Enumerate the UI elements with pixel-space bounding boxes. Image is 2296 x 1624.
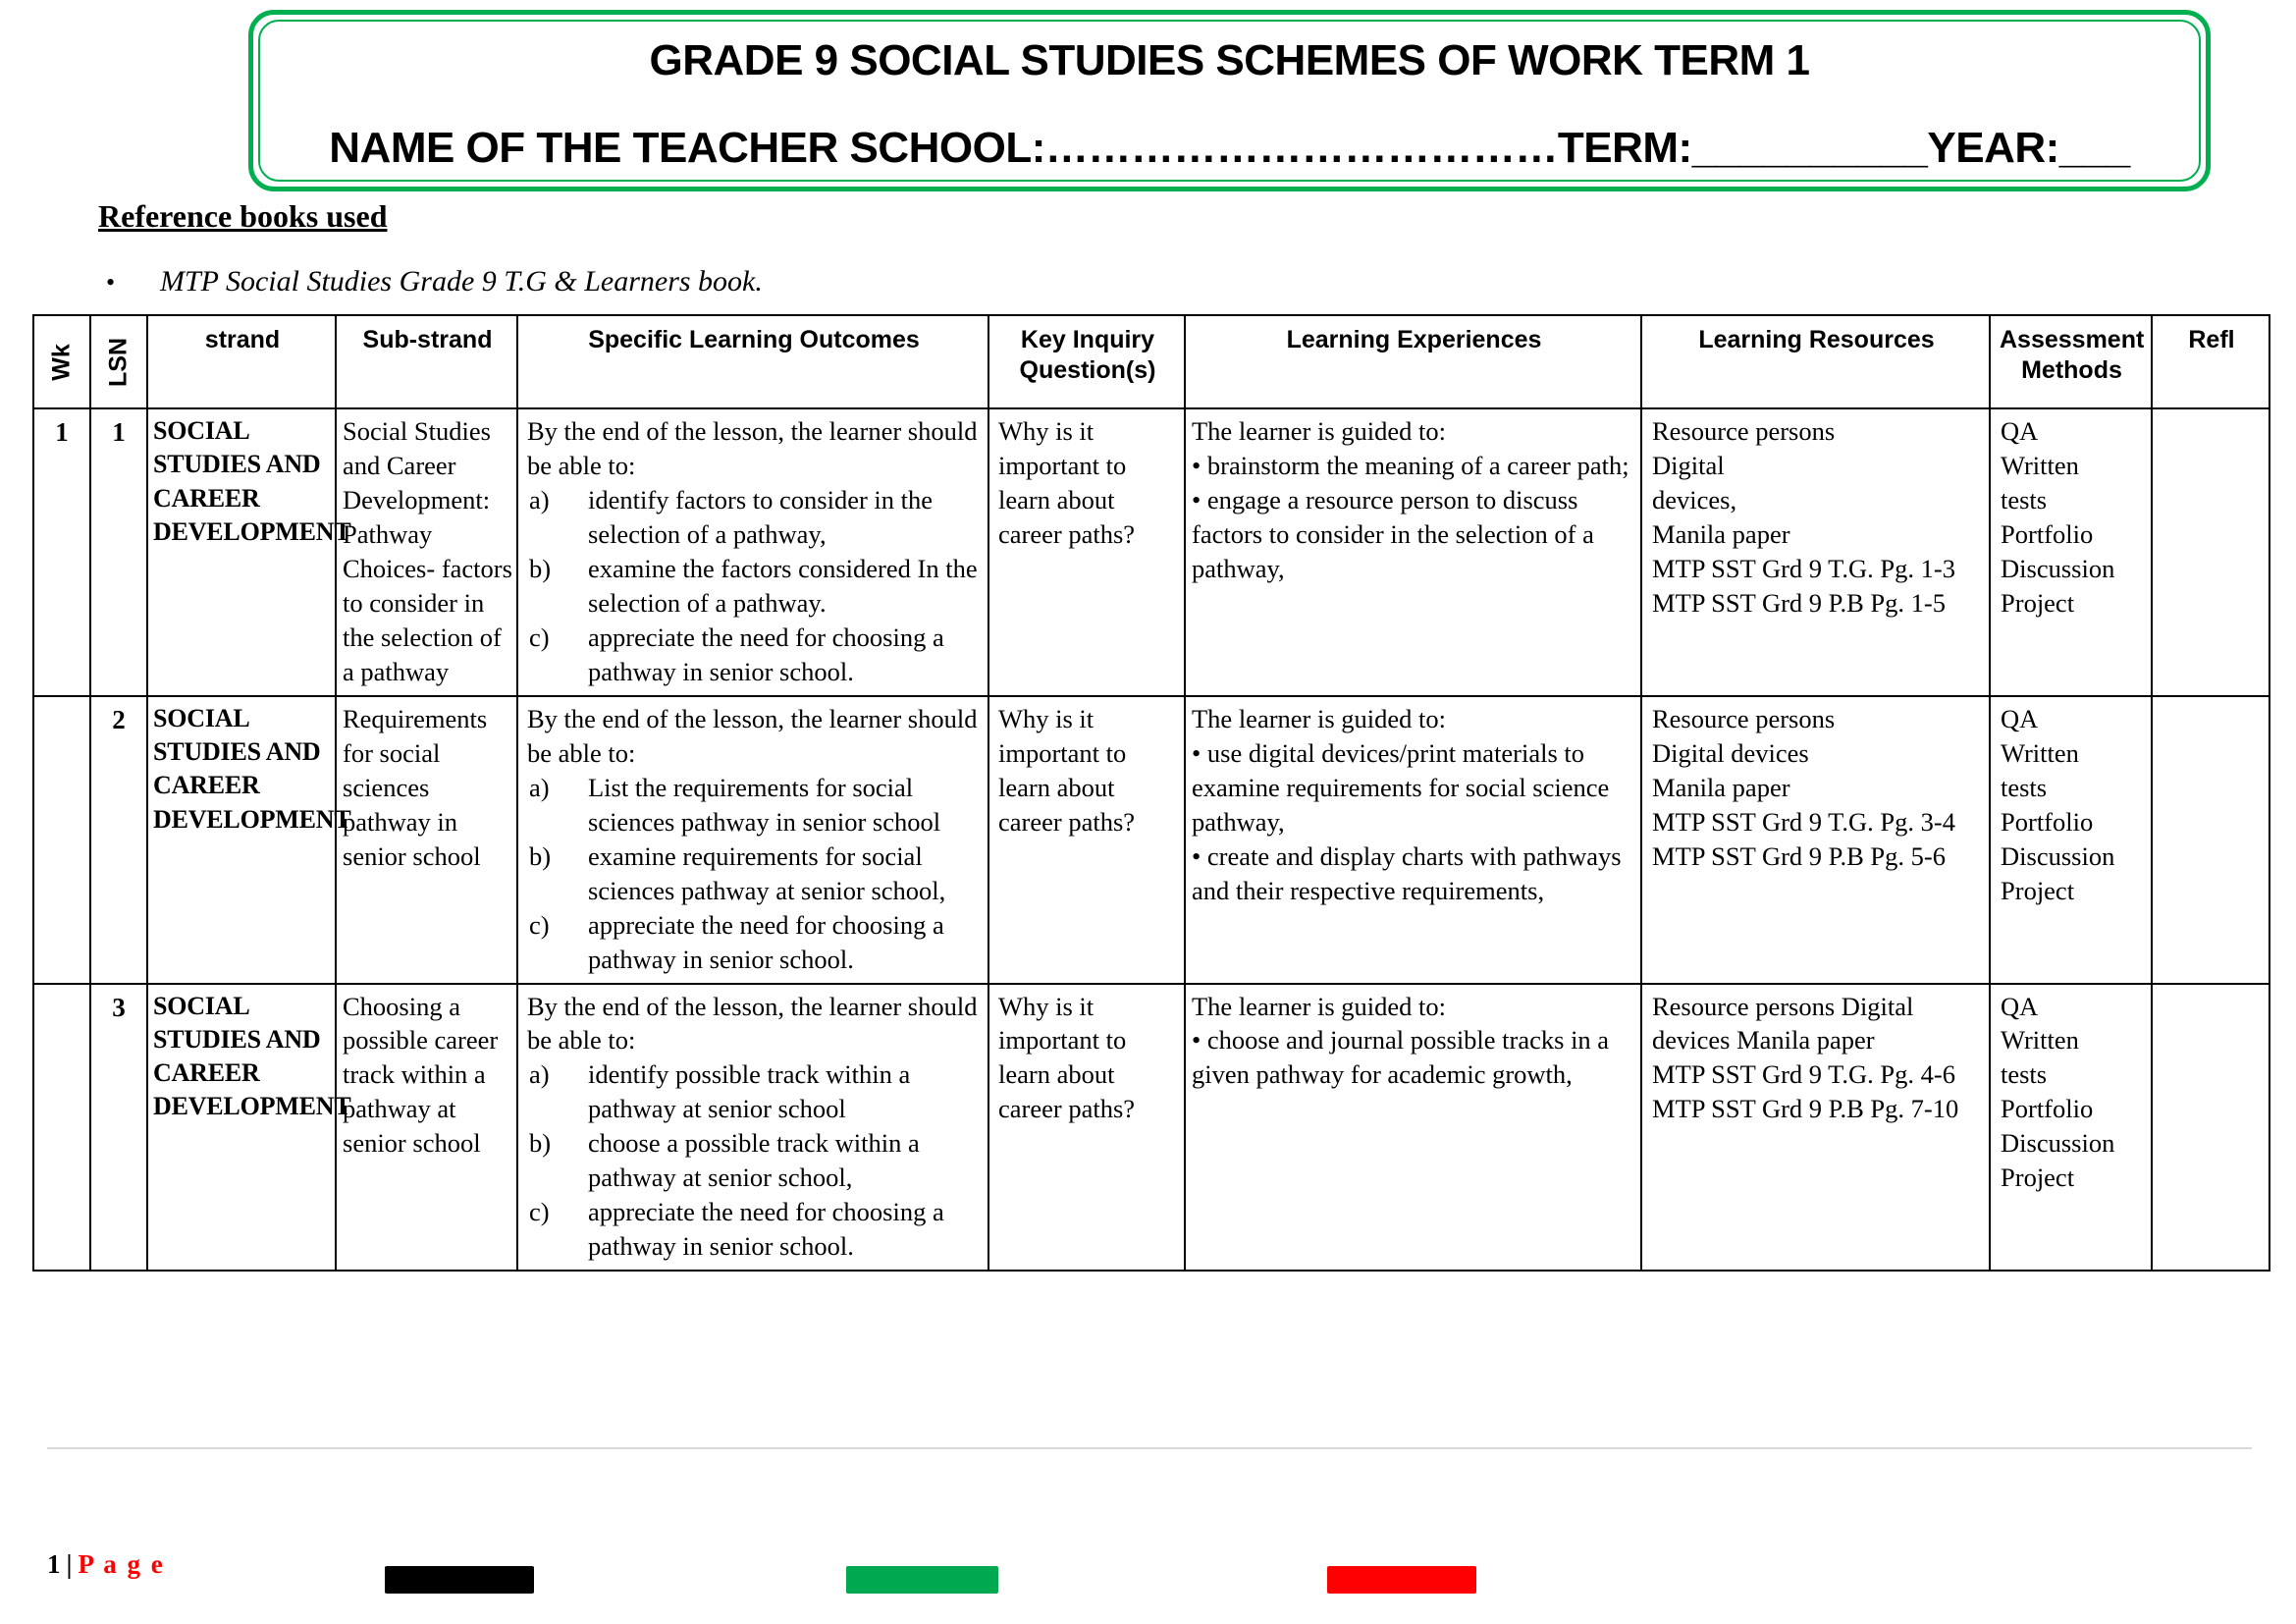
experience-item: • engage a resource person to discuss factors to consider in the selection of a pathway,	[1192, 484, 1594, 583]
flag-bar-green	[846, 1566, 998, 1594]
outcome-text: appreciate the need for choosing a pathway in senior school.	[588, 1197, 944, 1262]
cell-specific-learning-outcomes	[517, 984, 988, 1272]
outcome-marker: c)	[529, 909, 550, 940]
assessment-item: Discussion	[2001, 1128, 2115, 1159]
title-banner	[248, 10, 2211, 191]
experience-item: • use digital devices/print materials to examine requirements for social science pathway,	[1192, 737, 1610, 837]
banner-border	[248, 10, 2211, 191]
table-row	[33, 984, 2269, 1272]
assessment-item: Portfolio	[2001, 1094, 2094, 1124]
outcome-item	[527, 839, 981, 908]
column-header-lsn: LSN	[90, 315, 147, 408]
column-header-strand: strand	[147, 315, 336, 408]
outcome-text: examine requirements for social sciences pathway at senior school,	[588, 840, 946, 905]
column-header-wk: Wk	[33, 315, 90, 408]
table-header-row	[33, 315, 2269, 408]
reference-book-title: MTP Social Studies Grade 9 T.G & Learners book.	[160, 265, 763, 298]
assessment-item: Project	[2001, 1163, 2075, 1193]
outcome-item	[527, 552, 981, 621]
outcome-list	[527, 771, 981, 977]
outcome-item	[527, 1126, 981, 1195]
resource-item: MTP SST Grd 9 T.G. Pg. 4-6	[1652, 1059, 1955, 1090]
reference-books-heading: Reference books used	[98, 198, 388, 234]
resource-item: devices Manila paper	[1652, 1025, 1875, 1056]
assessment-item: QA	[2001, 703, 2039, 733]
experiences-intro: The learner is guided to:	[1192, 703, 1447, 733]
cell-specific-learning-outcomes	[517, 408, 988, 696]
outcome-item	[527, 771, 981, 839]
schemes-of-work-table	[32, 314, 2270, 1272]
outcome-text: List the requirements for social sciences pathway in senior school	[588, 772, 941, 837]
outcome-list	[527, 1057, 981, 1264]
outcome-item	[527, 1195, 981, 1264]
cell-sub-strand: Social Studies and Career Development: Pathway Choices- factors to consider in the selection of a pathway	[336, 408, 517, 696]
assessment-item: Discussion	[2001, 840, 2115, 871]
table-body	[33, 408, 2269, 1271]
cell-strand: SOCIAL STUDIES AND CAREER DEVELOPMENT	[147, 408, 336, 696]
assessment-item: Portfolio	[2001, 518, 2094, 549]
column-header-refl: Refl	[2152, 315, 2269, 408]
assessment-item: tests	[2001, 772, 2048, 802]
resource-item: MTP SST Grd 9 P.B Pg. 5-6	[1652, 840, 1946, 871]
outcome-text: appreciate the need for choosing a pathway in senior school.	[588, 622, 944, 686]
outcome-item	[527, 621, 981, 689]
experience-item: • choose and journal possible tracks in a given pathway for academic growth,	[1192, 1025, 1610, 1090]
resource-item: MTP SST Grd 9 P.B Pg. 1-5	[1652, 587, 1946, 618]
resource-item: MTP SST Grd 9 T.G. Pg. 3-4	[1652, 806, 1955, 837]
outcome-marker: b)	[529, 553, 552, 583]
outcome-item	[527, 483, 981, 552]
cell-learning-resources	[1641, 696, 1990, 984]
cell-learning-experiences	[1185, 696, 1641, 984]
outcome-text: examine the factors considered In the selection of a pathway.	[588, 553, 978, 618]
reference-books-list	[98, 265, 1276, 298]
assessment-item: tests	[2001, 484, 2048, 514]
cell-refl	[2152, 696, 2269, 984]
flag-bar-red	[1327, 1566, 1476, 1594]
assessment-item: Project	[2001, 587, 2075, 618]
outcome-item	[527, 908, 981, 977]
outcome-list	[527, 483, 981, 689]
cell-refl	[2152, 984, 2269, 1272]
resource-item: Resource persons	[1652, 416, 1836, 446]
experiences-intro: The learner is guided to:	[1192, 991, 1447, 1021]
cell-lsn: 1	[90, 408, 147, 696]
column-header-learning-experiences: Learning Experiences	[1185, 315, 1641, 408]
outcome-intro: By the end of the lesson, the learner should be able to:	[527, 991, 978, 1056]
outcome-text: identify possible track within a pathway at senior school	[588, 1059, 911, 1124]
assessment-item: Written	[2001, 737, 2079, 768]
outcome-text: appreciate the need for choosing a pathway in senior school.	[588, 909, 944, 974]
outcome-marker: b)	[529, 840, 552, 871]
resource-item: Manila paper	[1652, 518, 1790, 549]
cell-learning-resources	[1641, 984, 1990, 1272]
cell-learning-resources	[1641, 408, 1990, 696]
outcome-intro: By the end of the lesson, the learner should be able to:	[527, 416, 978, 480]
column-header-specific-learning-outcomes: Specific Learning Outcomes	[517, 315, 988, 408]
experience-item: • create and display charts with pathways and their respective requirements,	[1192, 840, 1622, 905]
outcome-text: identify factors to consider in the selection of a pathway,	[588, 484, 934, 549]
assessment-item: Discussion	[2001, 553, 2115, 583]
table-row	[33, 696, 2269, 984]
resource-item: Digital	[1652, 450, 1725, 480]
cell-specific-learning-outcomes	[517, 696, 988, 984]
cell-key-inquiry-question: Why is it important to learn about career paths?	[988, 984, 1185, 1272]
resource-item: MTP SST Grd 9 P.B Pg. 7-10	[1652, 1094, 1959, 1124]
outcome-marker: b)	[529, 1128, 552, 1159]
cell-sub-strand: Requirements for social sciences pathway in senior school	[336, 696, 517, 984]
experiences-intro: The learner is guided to:	[1192, 416, 1447, 446]
outcome-marker: c)	[529, 622, 550, 652]
document-title: GRADE 9 SOCIAL STUDIES SCHEMES OF WORK TERM 1	[649, 36, 1810, 84]
column-header-key-inquiry-questions: Key Inquiry Question(s)	[988, 315, 1185, 408]
table-row	[33, 408, 2269, 696]
column-header-assessment-methods: Assessment Methods	[1990, 315, 2152, 408]
resource-item: devices,	[1652, 484, 1737, 514]
page-label: P a g e	[78, 1549, 165, 1579]
page-number-separator: |	[66, 1549, 73, 1579]
column-header-sub-strand: Sub-strand	[336, 315, 517, 408]
cell-lsn: 2	[90, 696, 147, 984]
outcome-marker: a)	[529, 1059, 550, 1090]
resource-item: Resource persons Digital	[1652, 991, 1914, 1021]
bullet-icon: •	[106, 268, 116, 297]
teacher-school-term-year-line: NAME OF THE TEACHER SCHOOL:………………………………TERM:__________YEAR:___	[329, 124, 2130, 172]
list-item	[98, 265, 1276, 298]
assessment-item: tests	[2001, 1059, 2048, 1090]
resource-item: Manila paper	[1652, 772, 1790, 802]
cell-assessment-methods	[1990, 408, 2152, 696]
cell-assessment-methods	[1990, 696, 2152, 984]
resource-item: Resource persons	[1652, 703, 1836, 733]
cell-strand: SOCIAL STUDIES AND CAREER DEVELOPMENT	[147, 984, 336, 1272]
cell-key-inquiry-question: Why is it important to learn about career paths?	[988, 408, 1185, 696]
assessment-item: QA	[2001, 416, 2039, 446]
column-header-learning-resources: Learning Resources	[1641, 315, 1990, 408]
outcome-intro: By the end of the lesson, the learner should be able to:	[527, 703, 978, 768]
cell-learning-experiences	[1185, 408, 1641, 696]
assessment-item: Portfolio	[2001, 806, 2094, 837]
footer-divider	[47, 1447, 2252, 1449]
outcome-marker: a)	[529, 484, 550, 514]
resource-item: MTP SST Grd 9 T.G. Pg. 1-3	[1652, 553, 1955, 583]
outcome-text: choose a possible track within a pathway at senior school,	[588, 1128, 920, 1193]
assessment-item: Written	[2001, 450, 2079, 480]
resource-item: Digital devices	[1652, 737, 1809, 768]
cell-strand: SOCIAL STUDIES AND CAREER DEVELOPMENT	[147, 696, 336, 984]
cell-key-inquiry-question: Why is it important to learn about career paths?	[988, 696, 1185, 984]
assessment-item: Written	[2001, 1025, 2079, 1056]
cell-refl	[2152, 408, 2269, 696]
outcome-marker: a)	[529, 772, 550, 802]
flag-bar-black	[385, 1566, 534, 1594]
cell-wk	[33, 696, 90, 984]
page-number-value: 1	[47, 1549, 61, 1579]
outcome-marker: c)	[529, 1197, 550, 1227]
experience-item: • brainstorm the meaning of a career path;	[1192, 450, 1629, 480]
page-number-footer	[47, 1549, 165, 1580]
cell-sub-strand: Choosing a possible career track within a pathway at senior school	[336, 984, 517, 1272]
cell-wk: 1	[33, 408, 90, 696]
cell-lsn: 3	[90, 984, 147, 1272]
cell-assessment-methods	[1990, 984, 2152, 1272]
cell-learning-experiences	[1185, 984, 1641, 1272]
cell-wk	[33, 984, 90, 1272]
assessment-item: QA	[2001, 991, 2039, 1021]
outcome-item	[527, 1057, 981, 1126]
assessment-item: Project	[2001, 875, 2075, 905]
